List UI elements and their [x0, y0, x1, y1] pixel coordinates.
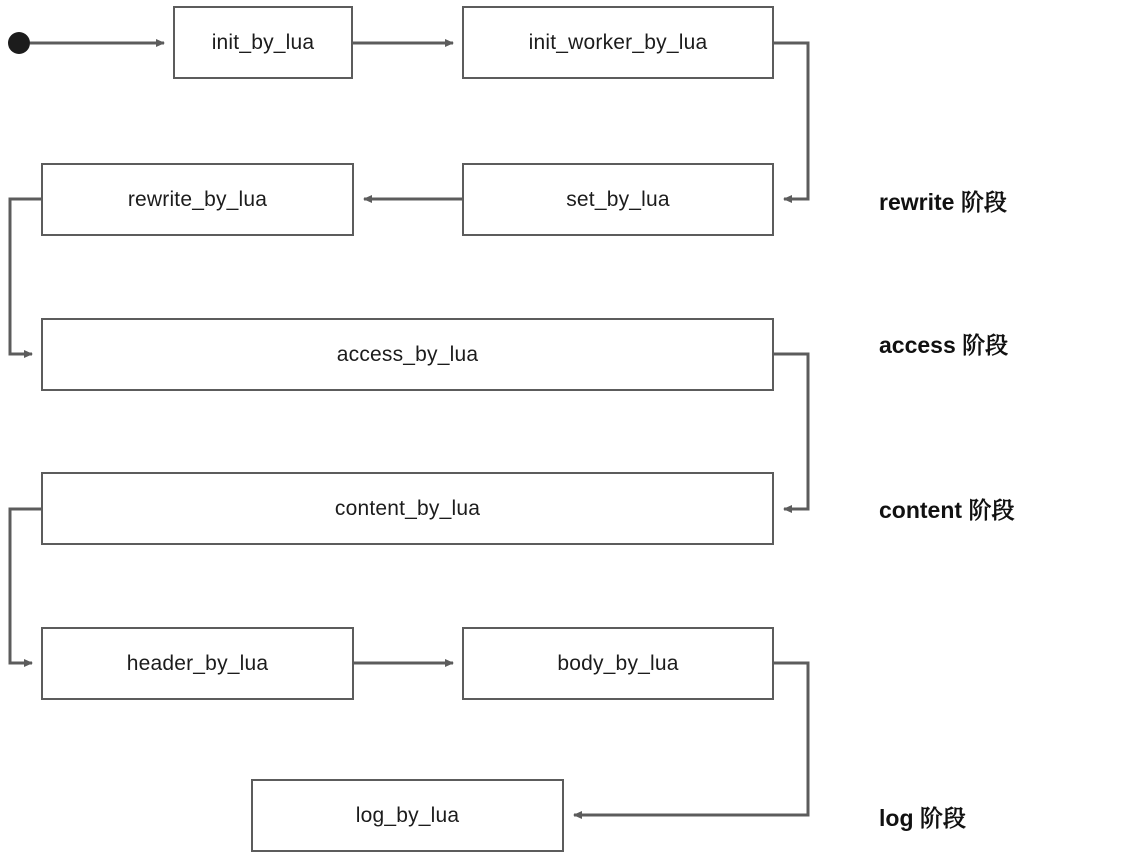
- node-label: access_by_lua: [336, 342, 479, 366]
- node-label: header_by_lua: [126, 651, 269, 675]
- node-init-worker-by-lua[interactable]: [462, 6, 774, 79]
- node-header-by-lua[interactable]: [41, 627, 354, 700]
- node-label: content_by_lua: [334, 496, 481, 520]
- edge-initworker-to-set: [774, 43, 808, 199]
- node-label: log_by_lua: [355, 803, 460, 827]
- start-node-icon: [8, 32, 30, 54]
- node-set-by-lua[interactable]: [462, 163, 774, 236]
- node-rewrite-by-lua[interactable]: [41, 163, 354, 236]
- node-log-by-lua[interactable]: [251, 779, 564, 852]
- node-content-by-lua[interactable]: [41, 472, 774, 545]
- node-body-by-lua[interactable]: [462, 627, 774, 700]
- node-label: init_by_lua: [211, 30, 315, 54]
- edge-content-to-header: [10, 509, 41, 663]
- node-label: set_by_lua: [566, 187, 670, 211]
- node-label: body_by_lua: [557, 651, 679, 675]
- phase-label-log: log 阶段: [879, 805, 966, 831]
- phase-label-rewrite: rewrite 阶段: [879, 189, 1007, 215]
- node-label: init_worker_by_lua: [528, 30, 708, 54]
- node-access-by-lua[interactable]: [41, 318, 774, 391]
- edge-rewrite-to-access: [10, 199, 41, 354]
- node-init-by-lua[interactable]: [173, 6, 353, 79]
- phase-label-access: access 阶段: [879, 332, 1009, 358]
- edge-access-to-content: [774, 354, 808, 509]
- phase-label-content: content 阶段: [879, 497, 1015, 523]
- node-label: rewrite_by_lua: [127, 187, 268, 211]
